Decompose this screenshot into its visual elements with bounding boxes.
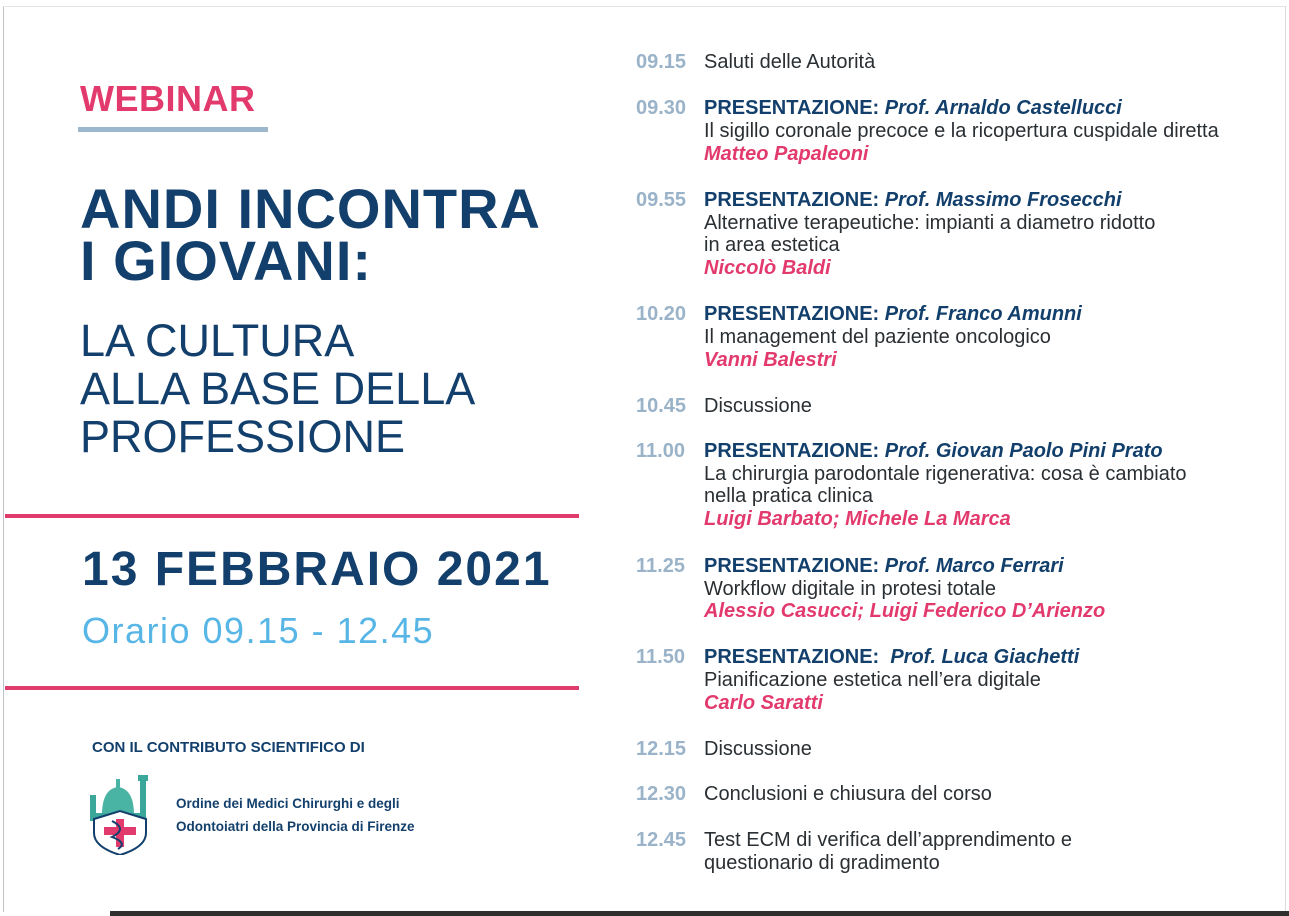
event-hours: Orario 09.15 - 12.45 bbox=[82, 610, 435, 651]
speaker-name: Prof. Arnaldo Castellucci bbox=[884, 97, 1122, 119]
presentation-label: PRESENTAZIONE: bbox=[704, 646, 880, 668]
agenda-time: 10.20 bbox=[636, 303, 687, 325]
event-subtitle bbox=[80, 317, 475, 461]
agenda-time: 11.50 bbox=[636, 646, 685, 668]
event-title-line: ANDI INCONTRA bbox=[80, 177, 541, 240]
ordine-medici-logo-icon bbox=[88, 775, 152, 855]
agenda-text: Saluti delle Autorità bbox=[704, 51, 876, 73]
event-subtitle-line: ALLA BASE DELLA bbox=[80, 363, 476, 414]
event-date: 13 FEBBRAIO 2021 bbox=[82, 543, 552, 596]
moderator-name: Niccolò Baldi bbox=[704, 257, 831, 279]
moderator-name: Carlo Saratti bbox=[704, 692, 823, 714]
presentation-description: Alternative terapeutiche: impianti a diametro ridotto bbox=[704, 212, 1156, 234]
ordine-medici-name bbox=[176, 792, 415, 838]
page-border-top bbox=[3, 6, 1286, 7]
divider-bottom bbox=[5, 686, 579, 690]
presentation-label: PRESENTAZIONE: bbox=[704, 97, 880, 119]
speaker-name: Prof. Massimo Frosecchi bbox=[884, 189, 1122, 211]
agenda-text: Discussione bbox=[704, 395, 812, 417]
speaker-name: Prof. Marco Ferrari bbox=[884, 555, 1064, 577]
agenda-time: 11.00 bbox=[636, 440, 685, 462]
presentation-description: Il management del paziente oncologico bbox=[704, 326, 1051, 348]
presentation-description: in area estetica bbox=[704, 234, 840, 256]
viewer-bottom-bar bbox=[110, 911, 1289, 916]
org-name-line: Ordine dei Medici Chirurghi e degli bbox=[176, 796, 400, 811]
presentation-heading bbox=[704, 440, 1163, 462]
moderator-name: Vanni Balestri bbox=[704, 349, 837, 371]
agenda-text: questionario di gradimento bbox=[704, 852, 940, 874]
agenda-text: Discussione bbox=[704, 738, 812, 760]
presentation-description: Il sigillo coronale precoce e la ricopertura cuspidale diretta bbox=[704, 120, 1219, 142]
presentation-heading bbox=[704, 97, 1122, 119]
presentation-label: PRESENTAZIONE: bbox=[704, 555, 880, 577]
event-subtitle-line: LA CULTURA bbox=[80, 315, 355, 366]
speaker-name: Prof. Luca Giachetti bbox=[890, 646, 1080, 668]
agenda-time: 12.45 bbox=[636, 829, 687, 851]
event-title-line: I GIOVANI: bbox=[80, 229, 373, 292]
divider-top bbox=[5, 514, 579, 518]
agenda-text: Conclusioni e chiusura del corso bbox=[704, 783, 992, 805]
webinar-label: WEBINAR bbox=[80, 78, 256, 119]
presentation-description: Workflow digitale in protesi totale bbox=[704, 578, 996, 600]
moderator-name: Alessio Casucci; Luigi Federico D’Arienzo bbox=[704, 600, 1106, 622]
event-subtitle-line: PROFESSIONE bbox=[80, 411, 406, 462]
agenda-time: 12.15 bbox=[636, 738, 687, 760]
presentation-label: PRESENTAZIONE: bbox=[704, 303, 880, 325]
moderator-name: Luigi Barbato; Michele La Marca bbox=[704, 508, 1011, 530]
agenda-time: 12.30 bbox=[636, 783, 687, 805]
presentation-label: PRESENTAZIONE: bbox=[704, 440, 880, 462]
presentation-heading bbox=[704, 555, 1064, 577]
moderator-name: Matteo Papaleoni bbox=[704, 143, 869, 165]
presentation-heading bbox=[704, 303, 1082, 325]
agenda-time: 09.55 bbox=[636, 189, 687, 211]
presentation-label: PRESENTAZIONE: bbox=[704, 189, 880, 211]
presentation-description: nella pratica clinica bbox=[704, 485, 873, 507]
speaker-name: Prof. Franco Amunni bbox=[884, 303, 1082, 325]
agenda-text: Test ECM di verifica dell’apprendimento e bbox=[704, 829, 1072, 851]
scientific-contribution-label: CON IL CONTRIBUTO SCIENTIFICO DI bbox=[92, 739, 365, 756]
page-border-left bbox=[3, 6, 4, 912]
agenda-time: 11.25 bbox=[636, 555, 685, 577]
agenda-time: 09.30 bbox=[636, 97, 687, 119]
presentation-heading bbox=[704, 189, 1122, 211]
webinar-underline bbox=[78, 127, 268, 132]
page-border-right bbox=[1285, 6, 1286, 912]
org-name-line: Odontoiatri della Provincia di Firenze bbox=[176, 819, 415, 834]
agenda-time: 10.45 bbox=[636, 395, 687, 417]
event-title bbox=[80, 177, 541, 292]
agenda-time: 09.15 bbox=[636, 51, 687, 73]
presentation-description: Pianificazione estetica nell’era digitale bbox=[704, 669, 1041, 691]
presentation-description: La chirurgia parodontale rigenerativa: cosa è cambiato bbox=[704, 463, 1187, 485]
presentation-heading bbox=[704, 646, 1079, 668]
speaker-name: Prof. Giovan Paolo Pini Prato bbox=[884, 440, 1163, 462]
